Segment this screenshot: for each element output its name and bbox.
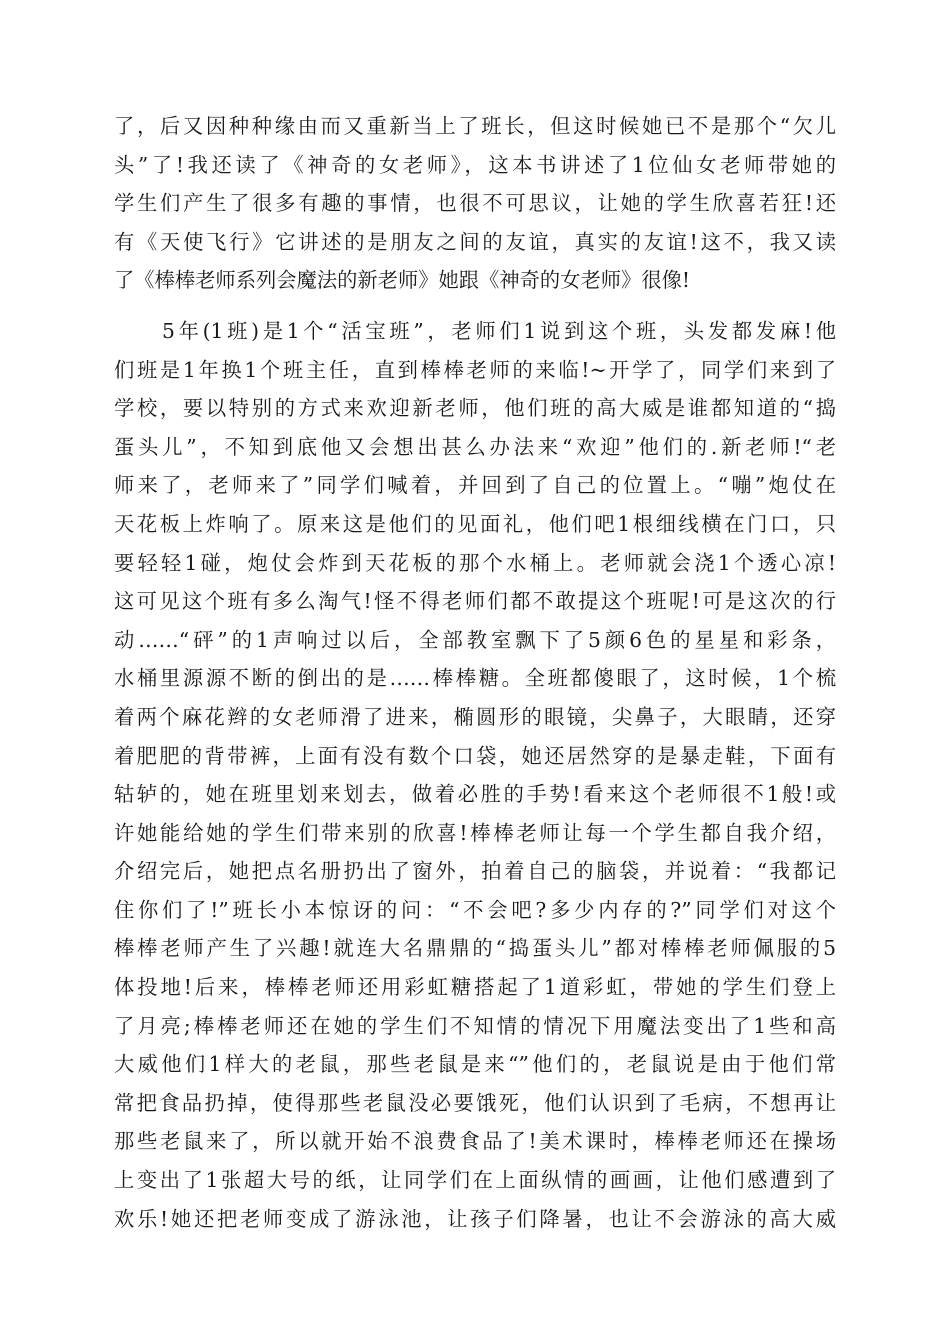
- text-line: 有《天使飞行》它讲述的是朋友之间的友谊，真实的友谊!这不，我又读: [114, 229, 836, 254]
- text-line: 棒棒老师产生了兴趣!就连大名鼎鼎的“捣蛋头儿”都对棒棒老师佩服的5: [114, 936, 836, 961]
- text-line: 那些老鼠来了，所以就开始不浪费食品了!美术课时，棒棒老师还在操场: [114, 1129, 836, 1154]
- text-line: 们班是1年换1个班主任，直到棒棒老师的来临!~开学了，同学们来到了: [114, 357, 836, 382]
- document-page: [114, 107, 836, 1238]
- text-line: 介绍完后，她把点名册扔出了窗外，拍着自己的脑袋，并说着：“我都记: [114, 859, 836, 884]
- text-line: 着肥肥的背带裤，上面有没有数个口袋，她还居然穿的是暴走鞋，下面有: [114, 743, 836, 768]
- text-line: 学生们产生了很多有趣的事情，也很不可思议，让她的学生欣喜若狂!还: [114, 191, 836, 216]
- text-line: 上变出了1张超大号的纸，让同学们在上面纵情的画画，让他们感遭到了: [114, 1168, 836, 1193]
- text-line: 常把食品扔掉，使得那些老鼠没必要饿死，他们认识到了毛病，不想再让: [114, 1090, 836, 1115]
- text-line: 大威他们1样大的老鼠，那些老鼠是来“”他们的，老鼠说是由于他们常: [114, 1052, 836, 1077]
- text-line: 学校，要以特别的方式来欢迎新老师，他们班的高大威是谁都知道的“捣: [114, 396, 836, 421]
- text-line: 住你们了!”班长小本惊讶的问：“不会吧?多少内存的?”同学们对这个: [114, 897, 836, 922]
- text-line: 着两个麻花辫的女老师滑了进来，椭圆形的眼镜，尖鼻子，大眼睛，还穿: [114, 704, 836, 729]
- text-line: 师来了，老师来了”同学们喊着，并回到了自己的位置上。“嘣”炮仗在: [114, 473, 836, 498]
- text-line: 了月亮;棒棒老师还在她的学生们不知情的情况下用魔法变出了1些和高: [114, 1013, 836, 1038]
- text-line: 水桶里源源不断的倒出的是……棒棒糖。全班都傻眼了，这时候，1个梳: [114, 666, 836, 691]
- text-line: 头”了!我还读了《神奇的女老师》，这本书讲述了1位仙女老师带她的: [114, 152, 836, 177]
- text-line: 许她能给她的学生们带来别的欣喜!棒棒老师让每一个学生都自我介绍，: [114, 820, 836, 845]
- paragraph-1: [114, 107, 836, 300]
- paragraph-2: [114, 312, 836, 1238]
- text-line: 体投地!后来，棒棒老师还用彩虹糖搭起了1道彩虹，带她的学生们登上: [114, 975, 836, 1000]
- text-line: 了《棒棒老师系列会魔法的新老师》她跟《神奇的女老师》很像!: [114, 268, 691, 293]
- text-line: 5年(1班)是1个“活宝班”，老师们1说到这个班，头发都发麻!他: [114, 318, 836, 343]
- text-line: 这可见这个班有多么淘气!怪不得老师们都不敢提这个班呢!可是这次的行: [114, 589, 836, 614]
- text-line: 动……“砰”的1声响过以后，全部教室飘下了5颜6色的星星和彩条，: [114, 627, 836, 652]
- text-line: 天花板上炸响了。原来这是他们的见面礼，他们吧1根细线横在门口，只: [114, 511, 836, 536]
- text-line: 了，后又因种种缘由而又重新当上了班长，但这时候她已不是那个“欠儿: [114, 114, 836, 138]
- text-line: 轱轳的，她在班里划来划去，做着必胜的手势!看来这个老师很不1般!或: [114, 782, 836, 807]
- text-line: 欢乐!她还把老师变成了游泳池，让孩子们降暑，也让不会游泳的高大威: [114, 1206, 836, 1231]
- text-line: 要轻轻1碰，炮仗会炸到天花板的那个水桶上。老师就会浇1个透心凉!: [114, 550, 836, 575]
- text-line: 蛋头儿”，不知到底他又会想出甚么办法来“欢迎”他们的.新老师!“老: [114, 434, 836, 459]
